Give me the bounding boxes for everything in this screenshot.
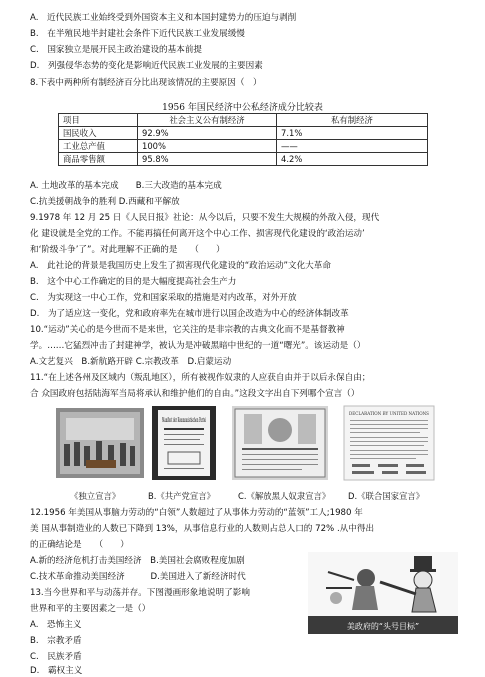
- q7-option-b: B. 在半殖民地半封建社会条件下近代民族工业发展缓慢: [30, 29, 245, 39]
- q10-options: A.文艺复兴 B.新航路开辟 C.宗教改革 D.启蒙运动: [30, 357, 232, 367]
- q11-images: [0, 382, 485, 482]
- table-row: [59, 127, 428, 140]
- q13-cartoon-image: [308, 552, 458, 634]
- q7-option-d: D. 列强侵华态势的变化是影响近代民族工业发展的主要因素: [30, 61, 263, 71]
- table-cell: 国民收入: [59, 127, 138, 140]
- table-row: [59, 140, 428, 153]
- q9-option-c: C. 为实现这一中心工作，党和国家采取的措施是对内改革，对外开放: [30, 293, 297, 303]
- q7-option-a: A. 近代民族工业始终受到外国资本主义和本国封建势力的压迫与剥削: [30, 13, 297, 23]
- table-header-cell: 社会主义公有制经济: [138, 114, 277, 127]
- table-cell: 7.1%: [277, 127, 428, 140]
- manifesto-cover-image: [152, 406, 216, 480]
- table-header-cell: 项目: [59, 114, 138, 127]
- q10-stem-line: 学。……它猛烈冲击了封建神学，被认为是冲破黑暗中世纪的一道“曙光”。该运动是（）: [30, 341, 366, 351]
- q12-stem-line: 12.1956 年美国从事脑力劳动的“白领”人数超过了从事体力劳动的“蓝领”工人;1980 年: [30, 508, 363, 518]
- q9-option-d: D. 为了适应这一变化，党和政府率先在城市进行以国企改造为中心的经济体制改革: [30, 309, 349, 319]
- table-cell: 商品零售额: [59, 153, 138, 166]
- q9-option-a: A. 此社论的背景是我国历史上发生了损害现代化建设的“政治运动”文化大革命: [30, 261, 331, 271]
- manifesto-title: Manifest der Kommunistischen Partei: [162, 417, 207, 424]
- q9-option-b: B. 这个中心工作确定的目的是大幅度提高社会生产力: [30, 277, 237, 287]
- caption-c: C.《解放黑人奴隶宣言》: [238, 491, 331, 501]
- q12-options-ab: A.新的经济危机打击美国经济 B.美国社会腐败程度加剧: [30, 556, 245, 566]
- cartoon-caption: 美政府的“头号目标”: [346, 622, 420, 631]
- table-cell: 92.9%: [138, 127, 277, 140]
- q13-option-b: B. 宗教矛盾: [30, 636, 82, 646]
- q7-option-c: C. 国家独立是展开民主政治建设的基本前提: [30, 45, 203, 55]
- q13-option-d: D. 霸权主义: [30, 666, 83, 676]
- table-cell: 工业总产值: [59, 140, 138, 153]
- table-cell: 95.8%: [138, 153, 277, 166]
- un-declaration-image: [344, 406, 434, 480]
- q8-table: [58, 113, 428, 166]
- q11-stem-line: 11.“在上述各州及区域内（叛乱地区），所有被视作奴隶的人应获自由并于以后永保自由；: [30, 373, 371, 383]
- q9-stem-line: 9.1978 年 12 月 25 日《人民日报》社论：从今以后，只要不发生大规模的外敌入侵，现代: [30, 213, 380, 223]
- q11-stem-line: 合 众国政府包括陆海军当局将承认和维护他们的自由。”这段文字出自下列哪个宣言（）: [30, 389, 360, 399]
- table-header-cell: 私有制经济: [277, 114, 428, 127]
- un-declaration-title: DECLARATION BY UNITED NATIONS: [349, 411, 430, 417]
- table-header-row: [59, 114, 428, 127]
- q12-stem-line: 的正确结论是 （ ）: [30, 540, 129, 550]
- q9-stem-line: 化 建设就是全党的工作。不能再搞任何离开这个中心工作、损害现代化建设的‘政治运动’: [30, 229, 365, 239]
- q10-stem-line: 10.“运动”关心的是今世而不是来世，它关注的是非宗教的古典文化而不是基督教神: [30, 325, 345, 335]
- table-cell: 4.2%: [277, 153, 428, 166]
- q13-stem-line: 世界和平的主要因素之一是（）: [30, 604, 151, 614]
- table-cell: 100%: [138, 140, 277, 153]
- q13-option-c: C. 民族矛盾: [30, 652, 82, 662]
- caption-a: 《独立宣言》: [70, 491, 121, 501]
- table-row: [59, 153, 428, 166]
- caption-d: D.《联合国家宣言》: [348, 491, 425, 501]
- q12-options-cd: C.技术革命推动美国经济 D.美国进入了新经济时代: [30, 572, 246, 582]
- q8-options-cd: C.抗美援朝战争的胜利 D.西藏和平解放: [30, 197, 180, 207]
- q8-table-title: 1956 年国民经济中公私经济成分比较表: [162, 103, 323, 113]
- independence-painting-image: [56, 408, 144, 478]
- emancipation-document-image: [232, 406, 328, 480]
- caption-b: B.《共产党宣言》: [148, 491, 216, 501]
- table-cell: ——: [277, 140, 428, 153]
- q13-stem-line: 13.当今世界和平与动荡并存。下图漫画形象地说明了影响: [30, 588, 250, 598]
- q9-stem-line: 和‘阶级斗争’了”。对此理解不正确的是 （ ）: [30, 245, 225, 255]
- q8-stem: 8.下表中两种所有制经济百分比出现该情况的主要原因（ ）: [30, 78, 262, 88]
- q8-options-ab: A. 土地改革的基本完成 B.三大改造的基本完成: [30, 181, 222, 191]
- q12-stem-line: 美 国从事制造业的人数已下降到 13%，从事信息行业的人数则占总人口的 72% .从中得出: [30, 524, 375, 534]
- q13-option-a: A. 恐怖主义: [30, 620, 82, 630]
